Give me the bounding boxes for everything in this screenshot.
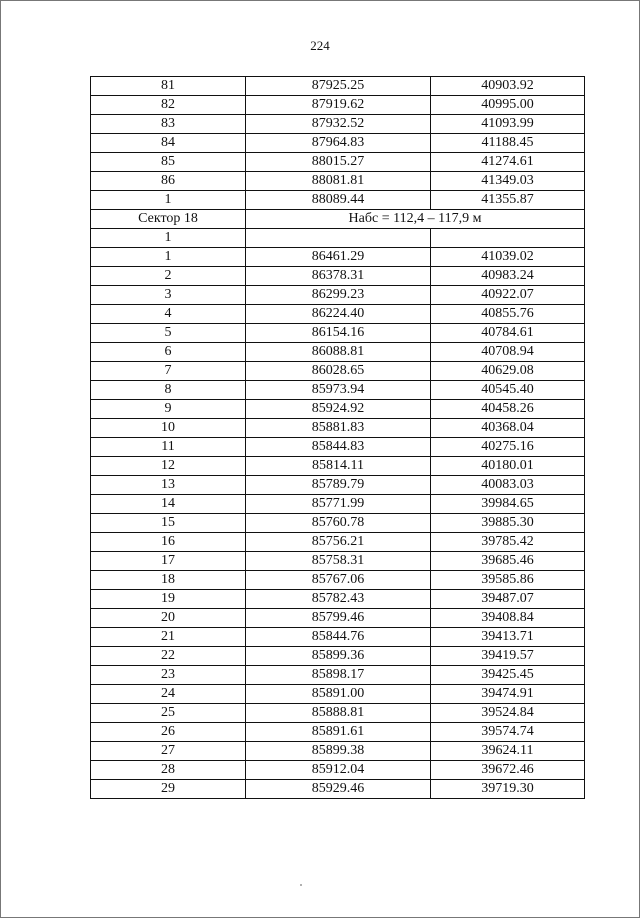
coord-x: 87919.62 bbox=[246, 96, 431, 115]
point-number: 20 bbox=[91, 609, 246, 628]
coord-x: 85771.99 bbox=[246, 495, 431, 514]
point-number: 85 bbox=[91, 153, 246, 172]
coord-x: 85912.04 bbox=[246, 761, 431, 780]
coord-x: 85929.46 bbox=[246, 780, 431, 799]
point-number: 19 bbox=[91, 590, 246, 609]
coord-y: 39419.57 bbox=[431, 647, 585, 666]
coord-y: 40922.07 bbox=[431, 286, 585, 305]
sector-row bbox=[91, 210, 585, 229]
table-row bbox=[91, 628, 585, 647]
point-number: 8 bbox=[91, 381, 246, 400]
point-number: 22 bbox=[91, 647, 246, 666]
table-body-bottom bbox=[91, 248, 585, 799]
point-number: 86 bbox=[91, 172, 246, 191]
coord-y: 39574.74 bbox=[431, 723, 585, 742]
coord-y: 40784.61 bbox=[431, 324, 585, 343]
coord-y: 39984.65 bbox=[431, 495, 585, 514]
coord-y: 39719.30 bbox=[431, 780, 585, 799]
coord-x: 86088.81 bbox=[246, 343, 431, 362]
coord-x: 86378.31 bbox=[246, 267, 431, 286]
point-number: 11 bbox=[91, 438, 246, 457]
coord-x: 85758.31 bbox=[246, 552, 431, 571]
table-row bbox=[91, 742, 585, 761]
coord-x: 85891.00 bbox=[246, 685, 431, 704]
point-number: 7 bbox=[91, 362, 246, 381]
table-row bbox=[91, 267, 585, 286]
table-row bbox=[91, 191, 585, 210]
table-row bbox=[91, 324, 585, 343]
coord-x: 85756.21 bbox=[246, 533, 431, 552]
coord-x: 85782.43 bbox=[246, 590, 431, 609]
table-row bbox=[91, 305, 585, 324]
coord-y: 41355.87 bbox=[431, 191, 585, 210]
table-row bbox=[91, 780, 585, 799]
table-row bbox=[91, 362, 585, 381]
table-body-top bbox=[91, 77, 585, 210]
coord-y: 39585.86 bbox=[431, 571, 585, 590]
coord-y: 39885.30 bbox=[431, 514, 585, 533]
point-number: 17 bbox=[91, 552, 246, 571]
coord-x: 85891.61 bbox=[246, 723, 431, 742]
coord-x: 87925.25 bbox=[246, 77, 431, 96]
point-number: 24 bbox=[91, 685, 246, 704]
coord-y: 39785.42 bbox=[431, 533, 585, 552]
coord-y: 40983.24 bbox=[431, 267, 585, 286]
coord-y: 40629.08 bbox=[431, 362, 585, 381]
contour-row bbox=[91, 229, 585, 248]
coord-x: 85898.17 bbox=[246, 666, 431, 685]
table-row bbox=[91, 495, 585, 514]
coord-x: 87932.52 bbox=[246, 115, 431, 134]
coord-x: 85814.11 bbox=[246, 457, 431, 476]
table-row bbox=[91, 96, 585, 115]
point-number: 14 bbox=[91, 495, 246, 514]
scan-speck bbox=[300, 884, 302, 886]
point-number: 5 bbox=[91, 324, 246, 343]
point-number: 21 bbox=[91, 628, 246, 647]
coord-x: 85899.38 bbox=[246, 742, 431, 761]
coord-y: 41039.02 bbox=[431, 248, 585, 267]
coord-x: 86299.23 bbox=[246, 286, 431, 305]
point-number: 84 bbox=[91, 134, 246, 153]
point-number: 1 bbox=[91, 191, 246, 210]
coord-x: 85844.76 bbox=[246, 628, 431, 647]
point-number: 28 bbox=[91, 761, 246, 780]
coord-x: 86461.29 bbox=[246, 248, 431, 267]
point-number: 16 bbox=[91, 533, 246, 552]
table-row bbox=[91, 571, 585, 590]
point-number: 25 bbox=[91, 704, 246, 723]
point-number: 12 bbox=[91, 457, 246, 476]
table-row bbox=[91, 286, 585, 305]
page-number: 224 bbox=[310, 38, 330, 53]
coord-y: 39474.91 bbox=[431, 685, 585, 704]
coord-x: 86154.16 bbox=[246, 324, 431, 343]
table-row bbox=[91, 153, 585, 172]
coord-y: 40458.26 bbox=[431, 400, 585, 419]
coord-y: 41188.45 bbox=[431, 134, 585, 153]
coord-x: 85924.92 bbox=[246, 400, 431, 419]
point-number: 81 bbox=[91, 77, 246, 96]
point-number: 27 bbox=[91, 742, 246, 761]
point-number: 26 bbox=[91, 723, 246, 742]
coord-y: 40368.04 bbox=[431, 419, 585, 438]
coord-y: 39413.71 bbox=[431, 628, 585, 647]
point-number: 82 bbox=[91, 96, 246, 115]
coord-y: 39487.07 bbox=[431, 590, 585, 609]
coord-y: 40545.40 bbox=[431, 381, 585, 400]
coord-x: 87964.83 bbox=[246, 134, 431, 153]
sector-height-range: Набс = 112,4 – 117,9 м bbox=[246, 210, 585, 229]
point-number: 23 bbox=[91, 666, 246, 685]
sector-header bbox=[91, 210, 585, 248]
table-row bbox=[91, 438, 585, 457]
coord-y: 41093.99 bbox=[431, 115, 585, 134]
coord-y: 39425.45 bbox=[431, 666, 585, 685]
table-row bbox=[91, 400, 585, 419]
table-row bbox=[91, 476, 585, 495]
table-row bbox=[91, 172, 585, 191]
coord-x: 88081.81 bbox=[246, 172, 431, 191]
coord-y: 39408.84 bbox=[431, 609, 585, 628]
coord-x: 85789.79 bbox=[246, 476, 431, 495]
coord-y: 41274.61 bbox=[431, 153, 585, 172]
table-row bbox=[91, 609, 585, 628]
table-row bbox=[91, 248, 585, 267]
table-row bbox=[91, 514, 585, 533]
contour-number: 1 bbox=[91, 229, 246, 248]
table-row bbox=[91, 590, 585, 609]
coord-y: 40903.92 bbox=[431, 77, 585, 96]
coord-x: 85888.81 bbox=[246, 704, 431, 723]
coordinates-table bbox=[90, 76, 585, 799]
point-number: 18 bbox=[91, 571, 246, 590]
table-row bbox=[91, 419, 585, 438]
point-number: 3 bbox=[91, 286, 246, 305]
coord-y: 41349.03 bbox=[431, 172, 585, 191]
coord-y: 39524.84 bbox=[431, 704, 585, 723]
table-row bbox=[91, 552, 585, 571]
table-row bbox=[91, 647, 585, 666]
coord-y: 40708.94 bbox=[431, 343, 585, 362]
coord-x: 86028.65 bbox=[246, 362, 431, 381]
point-number: 2 bbox=[91, 267, 246, 286]
coord-y: 40275.16 bbox=[431, 438, 585, 457]
coord-y: 40180.01 bbox=[431, 457, 585, 476]
coord-x: 85899.36 bbox=[246, 647, 431, 666]
coord-x: 85760.78 bbox=[246, 514, 431, 533]
coord-x: 86224.40 bbox=[246, 305, 431, 324]
table-row bbox=[91, 666, 585, 685]
coord-x: 85844.83 bbox=[246, 438, 431, 457]
table-row bbox=[91, 115, 585, 134]
point-number: 15 bbox=[91, 514, 246, 533]
table-row bbox=[91, 134, 585, 153]
table-row bbox=[91, 381, 585, 400]
sector-label: Сектор 18 bbox=[91, 210, 246, 229]
coord-y: 39672.46 bbox=[431, 761, 585, 780]
point-number: 1 bbox=[91, 248, 246, 267]
coord-x: 85973.94 bbox=[246, 381, 431, 400]
point-number: 9 bbox=[91, 400, 246, 419]
coord-y: 40855.76 bbox=[431, 305, 585, 324]
table-row bbox=[91, 761, 585, 780]
coord-x: 85799.46 bbox=[246, 609, 431, 628]
table-row bbox=[91, 77, 585, 96]
point-number: 29 bbox=[91, 780, 246, 799]
coord-y: 40083.03 bbox=[431, 476, 585, 495]
contour-empty-x bbox=[246, 229, 431, 248]
table-row bbox=[91, 533, 585, 552]
coord-x: 85881.83 bbox=[246, 419, 431, 438]
point-number: 13 bbox=[91, 476, 246, 495]
point-number: 83 bbox=[91, 115, 246, 134]
coord-x: 88089.44 bbox=[246, 191, 431, 210]
point-number: 4 bbox=[91, 305, 246, 324]
point-number: 6 bbox=[91, 343, 246, 362]
point-number: 10 bbox=[91, 419, 246, 438]
table-row bbox=[91, 343, 585, 362]
coord-x: 85767.06 bbox=[246, 571, 431, 590]
coord-x: 88015.27 bbox=[246, 153, 431, 172]
table-row bbox=[91, 704, 585, 723]
coord-y: 40995.00 bbox=[431, 96, 585, 115]
table-row bbox=[91, 685, 585, 704]
contour-empty-y bbox=[431, 229, 585, 248]
coord-y: 39685.46 bbox=[431, 552, 585, 571]
table-row bbox=[91, 457, 585, 476]
table-row bbox=[91, 723, 585, 742]
coord-y: 39624.11 bbox=[431, 742, 585, 761]
